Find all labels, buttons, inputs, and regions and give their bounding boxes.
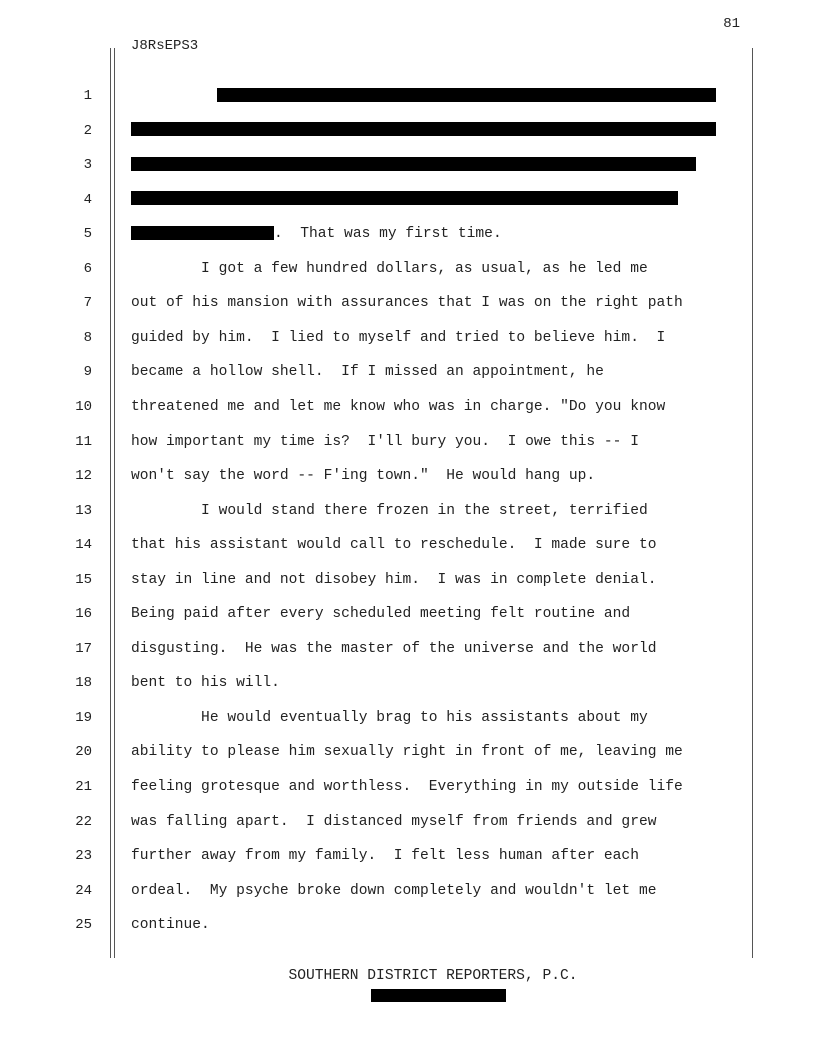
transcript-line: out of his mansion with assurances that I was on the right path (131, 295, 683, 312)
transcript-line: Being paid after every scheduled meeting felt routine and (131, 606, 631, 623)
redaction-bar (131, 226, 274, 240)
line-number: 24 (75, 882, 92, 899)
left-margin-rule-inner (114, 48, 115, 958)
transcript-line: became a hollow shell. If I missed an appointment, he (131, 364, 604, 381)
transcript-line: disgusting. He was the master of the universe and the world (131, 640, 657, 657)
transcript-line: stay in line and not disobey him. I was in complete denial. (131, 571, 657, 588)
transcript-line: that his assistant would call to reschedule. I made sure to (131, 537, 657, 554)
transcript-line: . That was my first time. (274, 226, 502, 243)
redaction-bar (131, 191, 678, 205)
line-number: 18 (75, 675, 92, 692)
redaction-bar (217, 88, 716, 102)
line-number: 12 (75, 468, 92, 485)
line-number: 8 (83, 329, 92, 346)
redaction-bar (131, 157, 696, 171)
transcript-line: continue. (131, 917, 210, 934)
transcript-line: I would stand there frozen in the street, terrified (131, 502, 648, 519)
line-number: 17 (75, 640, 92, 657)
line-number: 15 (75, 571, 92, 588)
line-number: 21 (75, 779, 92, 795)
line-number: 3 (83, 157, 92, 174)
line-number: 16 (75, 606, 92, 623)
transcript-line: was falling apart. I distanced myself from friends and grew (131, 813, 657, 830)
line-number: 13 (75, 502, 92, 519)
line-number: 6 (83, 260, 92, 277)
transcript-line: He would eventually brag to his assistants about my (131, 709, 648, 726)
line-number: 4 (83, 191, 92, 208)
transcript-line: ordeal. My psyche broke down completely and wouldn't let me (131, 882, 657, 899)
line-number: 11 (75, 433, 92, 450)
left-margin-rule-outer (110, 48, 111, 958)
page-number: 81 (723, 16, 740, 32)
footer-redaction-bar (371, 989, 506, 1002)
line-number: 19 (75, 709, 92, 726)
transcript-line: won't say the word -- F'ing town." He would hang up. (131, 468, 596, 485)
transcript-line: guided by him. I lied to myself and tried to believe him. I (131, 329, 666, 346)
line-number: 14 (75, 537, 92, 554)
case-identifier: J8RsEPS3 (131, 38, 199, 54)
line-number: 2 (83, 122, 92, 139)
transcript-line: ability to please him sexually right in front of me, leaving me (131, 744, 683, 761)
line-number: 23 (75, 848, 92, 865)
transcript-line: how important my time is? I'll bury you. I owe this -- I (131, 433, 639, 450)
transcript-line: feeling grotesque and worthless. Everything in my outside life (131, 779, 683, 795)
reporter-footer: SOUTHERN DISTRICT REPORTERS, P.C. (288, 968, 578, 984)
transcript-line: I got a few hundred dollars, as usual, as he led me (131, 260, 648, 277)
line-number: 5 (83, 226, 92, 243)
redaction-bar (131, 122, 716, 136)
line-number: 22 (75, 813, 92, 830)
transcript-line: further away from my family. I felt less human after each (131, 848, 639, 865)
line-number: 10 (75, 398, 92, 415)
line-number: 9 (83, 364, 92, 381)
transcript-line: threatened me and let me know who was in charge. "Do you know (131, 398, 666, 415)
right-margin-rule (752, 48, 753, 958)
line-number: 20 (75, 744, 92, 761)
line-number: 1 (83, 88, 92, 104)
line-number: 7 (83, 295, 92, 312)
line-number: 25 (75, 917, 92, 934)
transcript-line: bent to his will. (131, 675, 280, 692)
